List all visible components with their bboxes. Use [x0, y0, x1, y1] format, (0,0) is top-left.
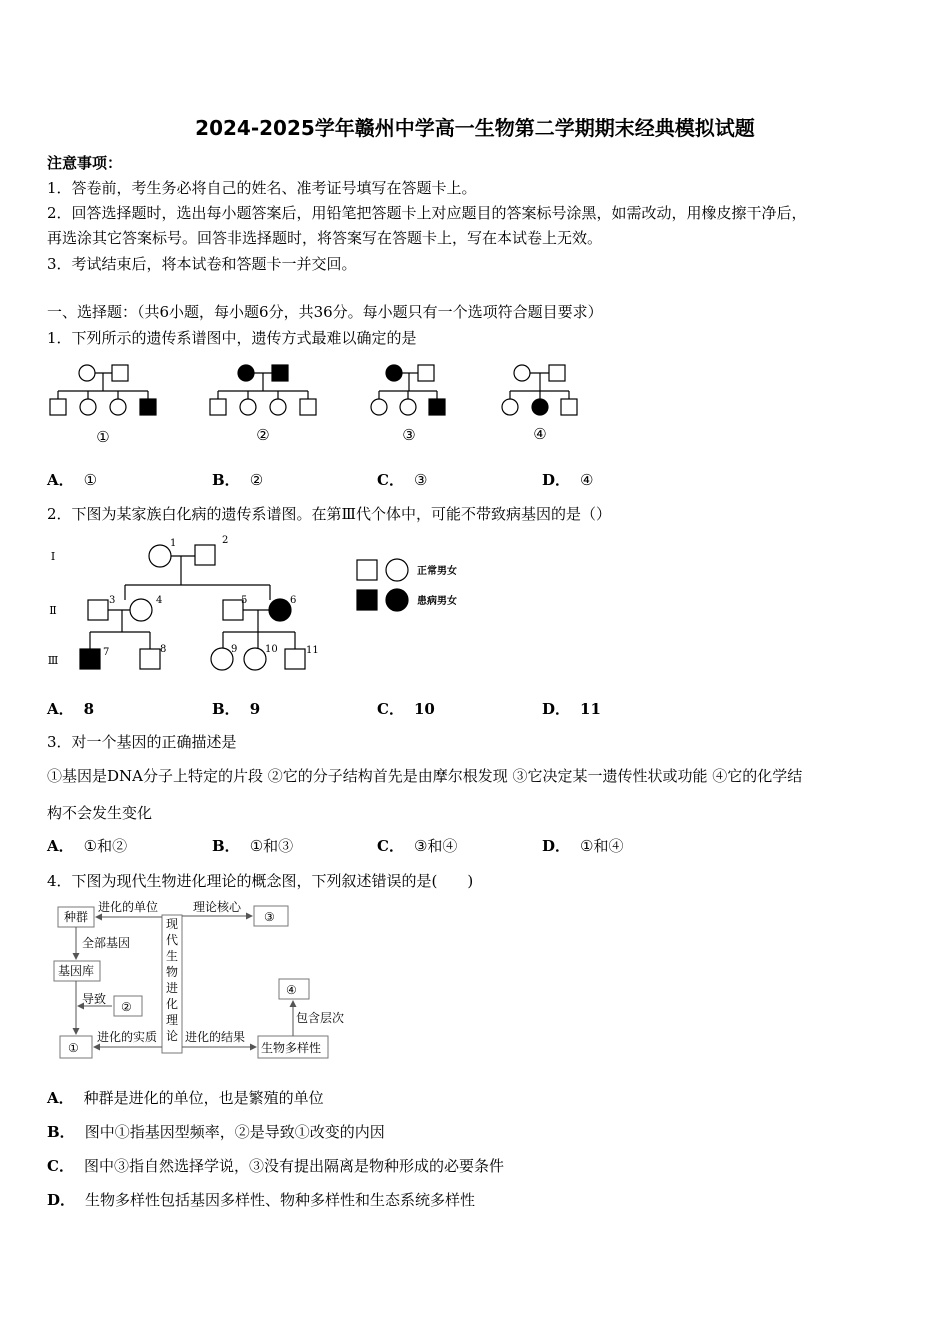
- q4-option-c[interactable]: [47, 1155, 504, 1176]
- q1-option-b[interactable]: [212, 469, 263, 490]
- q3-option-d[interactable]: [542, 835, 623, 856]
- figure-label: ③: [402, 426, 416, 444]
- figure-label: ②: [256, 426, 270, 444]
- option-text: ①和②: [83, 837, 128, 855]
- q4-stem: 4．下图为现代生物进化理论的概念图，下列叙述错误的是( ): [47, 872, 474, 890]
- option-text: ④: [580, 471, 594, 489]
- legend-affected: 患病男女: [417, 596, 457, 607]
- option-text: 图中③指自然选择学说，③没有提出隔离是物种形成的必要条件: [83, 1157, 504, 1175]
- option-text: 11: [580, 700, 601, 718]
- center-char: 论: [165, 1029, 179, 1043]
- q3-statement-line: 构不会发生变化: [47, 804, 153, 822]
- edge-label: 包含层次: [296, 1011, 345, 1025]
- edge-label: 理论核心: [193, 900, 242, 914]
- center-char: 物: [165, 965, 179, 979]
- generation-label: Ⅰ: [50, 550, 56, 563]
- edge-label: 进化的单位: [98, 900, 159, 914]
- generation-label: Ⅱ: [49, 604, 57, 617]
- legend-normal: 正常男女: [417, 566, 457, 577]
- option-label: C．: [377, 837, 404, 855]
- pedigree-1: [50, 365, 156, 415]
- individual-number: 9: [231, 644, 238, 655]
- individual-number: 5: [241, 595, 248, 606]
- q4-option-b[interactable]: [47, 1121, 385, 1142]
- notice-item: 2．回答选择题时，选出每小题答案后，用铅笔把答题卡上对应题目的答案标号涂黑，如需改动，用橡皮擦干净后，: [47, 204, 807, 222]
- q2-option-a[interactable]: [47, 698, 94, 719]
- individual-number: 3: [109, 595, 116, 606]
- option-label: C．: [377, 471, 404, 489]
- center-char: 代: [165, 933, 179, 947]
- q1-option-a[interactable]: [47, 469, 97, 490]
- option-label: D．: [542, 837, 571, 855]
- figure-label: ①: [96, 428, 110, 446]
- option-text: 8: [83, 700, 95, 718]
- option-label: A．: [47, 700, 74, 718]
- q4-concept-map: [48, 897, 358, 1067]
- q3-stem: 3．对一个基因的正确描述是: [47, 733, 237, 751]
- section-heading: 一、选择题：（共6小题，每小题6分，共36分。每小题只有一个选项符合题目要求）: [47, 303, 603, 321]
- notice-heading: 注意事项：: [47, 154, 123, 172]
- q2-option-c[interactable]: [377, 698, 435, 719]
- q2-stem: 2．下图为某家族白化病的遗传系谱图。在第Ⅲ代个体中，可能不带致病基因的是（）: [47, 505, 612, 523]
- option-label: B．: [212, 471, 240, 489]
- option-label: D．: [47, 1191, 76, 1209]
- individual-number: 11: [306, 645, 319, 656]
- option-text: ①和③: [249, 837, 294, 855]
- generation-label: Ⅲ: [47, 654, 59, 667]
- q1-pedigree-figure: [40, 355, 600, 450]
- option-text: 10: [413, 700, 435, 718]
- q1-option-c[interactable]: [377, 469, 427, 490]
- pedigree-2: [210, 365, 316, 415]
- option-label: D．: [542, 700, 571, 718]
- individual-number: 1: [170, 538, 177, 549]
- q3-option-b[interactable]: [212, 835, 293, 856]
- edge-label: 导致: [82, 992, 107, 1006]
- center-char: 进: [165, 981, 179, 995]
- figure-label: ④: [533, 425, 547, 443]
- q2-pedigree-figure: [40, 530, 500, 680]
- option-label: B．: [212, 700, 240, 718]
- notice-item: 1．答卷前，考生务必将自己的姓名、准考证号填写在答题卡上。: [47, 179, 477, 197]
- q3-option-a[interactable]: [47, 835, 127, 856]
- option-label: B．: [212, 837, 240, 855]
- edge-label: 进化的结果: [185, 1030, 246, 1044]
- option-text: ②: [249, 471, 264, 489]
- option-text: 种群是进化的单位，也是繁殖的单位: [83, 1089, 324, 1107]
- node-3: ③: [264, 910, 275, 924]
- center-char: 生: [165, 949, 179, 963]
- option-text: ①: [83, 471, 98, 489]
- individual-number: 7: [103, 647, 110, 658]
- individual-number: 4: [156, 595, 163, 606]
- pedigree-3: [371, 365, 445, 415]
- option-label: C．: [47, 1157, 74, 1175]
- option-text: 生物多样性包括基因多样性、物种多样性和生态系统多样性: [85, 1191, 476, 1209]
- option-label: A．: [47, 471, 74, 489]
- option-label: B．: [47, 1123, 75, 1141]
- q2-option-b[interactable]: [212, 698, 260, 719]
- q2-option-d[interactable]: [542, 698, 601, 719]
- q3-option-c[interactable]: [377, 835, 457, 856]
- individual-number: 6: [290, 595, 297, 606]
- node-population: 种群: [64, 910, 89, 924]
- option-text: ①和④: [580, 837, 624, 855]
- individual-number: 10: [265, 644, 278, 655]
- individual-number: 2: [222, 535, 229, 546]
- q1-stem: 1．下列所示的遗传系谱图中，遗传方式最难以确定的是: [47, 329, 417, 347]
- page-title: 2024-2025学年赣州中学高一生物第二学期期末经典模拟试题: [195, 116, 755, 140]
- node-gene-pool: 基因库: [58, 964, 95, 978]
- q1-option-d[interactable]: [542, 469, 593, 490]
- option-label: D．: [542, 471, 571, 489]
- option-text: 9: [249, 700, 261, 718]
- node-1: ①: [68, 1041, 79, 1055]
- option-text: ③: [413, 471, 428, 489]
- option-label: A．: [47, 1089, 74, 1107]
- q3-statement-line: ①基因是DNA分子上特定的片段 ②它的分子结构首先是由摩尔根发现 ③它决定某一遗传性状或功能 ④它的化学结: [47, 767, 803, 785]
- center-char: 化: [165, 997, 179, 1011]
- notice-item: 再选涂其它答案标号。回答非选择题时，将答案写在答题卡上，写在本试卷上无效。: [47, 229, 603, 247]
- individual-number: 8: [160, 644, 167, 655]
- option-text: 图中①指基因型频率，②是导致①改变的内因: [84, 1123, 385, 1141]
- q4-option-a[interactable]: [47, 1087, 324, 1108]
- center-char: 现: [165, 917, 179, 931]
- node-4: ④: [286, 983, 297, 997]
- node-biodiversity: 生物多样性: [261, 1041, 322, 1055]
- option-label: A．: [47, 837, 74, 855]
- option-label: C．: [377, 700, 404, 718]
- node-2: ②: [121, 1000, 132, 1014]
- edge-label: 全部基因: [82, 936, 131, 950]
- q4-option-d[interactable]: [47, 1189, 475, 1210]
- pedigree-4: [502, 365, 577, 415]
- edge-label: 进化的实质: [97, 1030, 158, 1044]
- notice-item: 3．考试结束后，将本试卷和答题卡一并交回。: [47, 255, 357, 273]
- center-char: 理: [165, 1013, 179, 1027]
- option-text: ③和④: [413, 837, 458, 855]
